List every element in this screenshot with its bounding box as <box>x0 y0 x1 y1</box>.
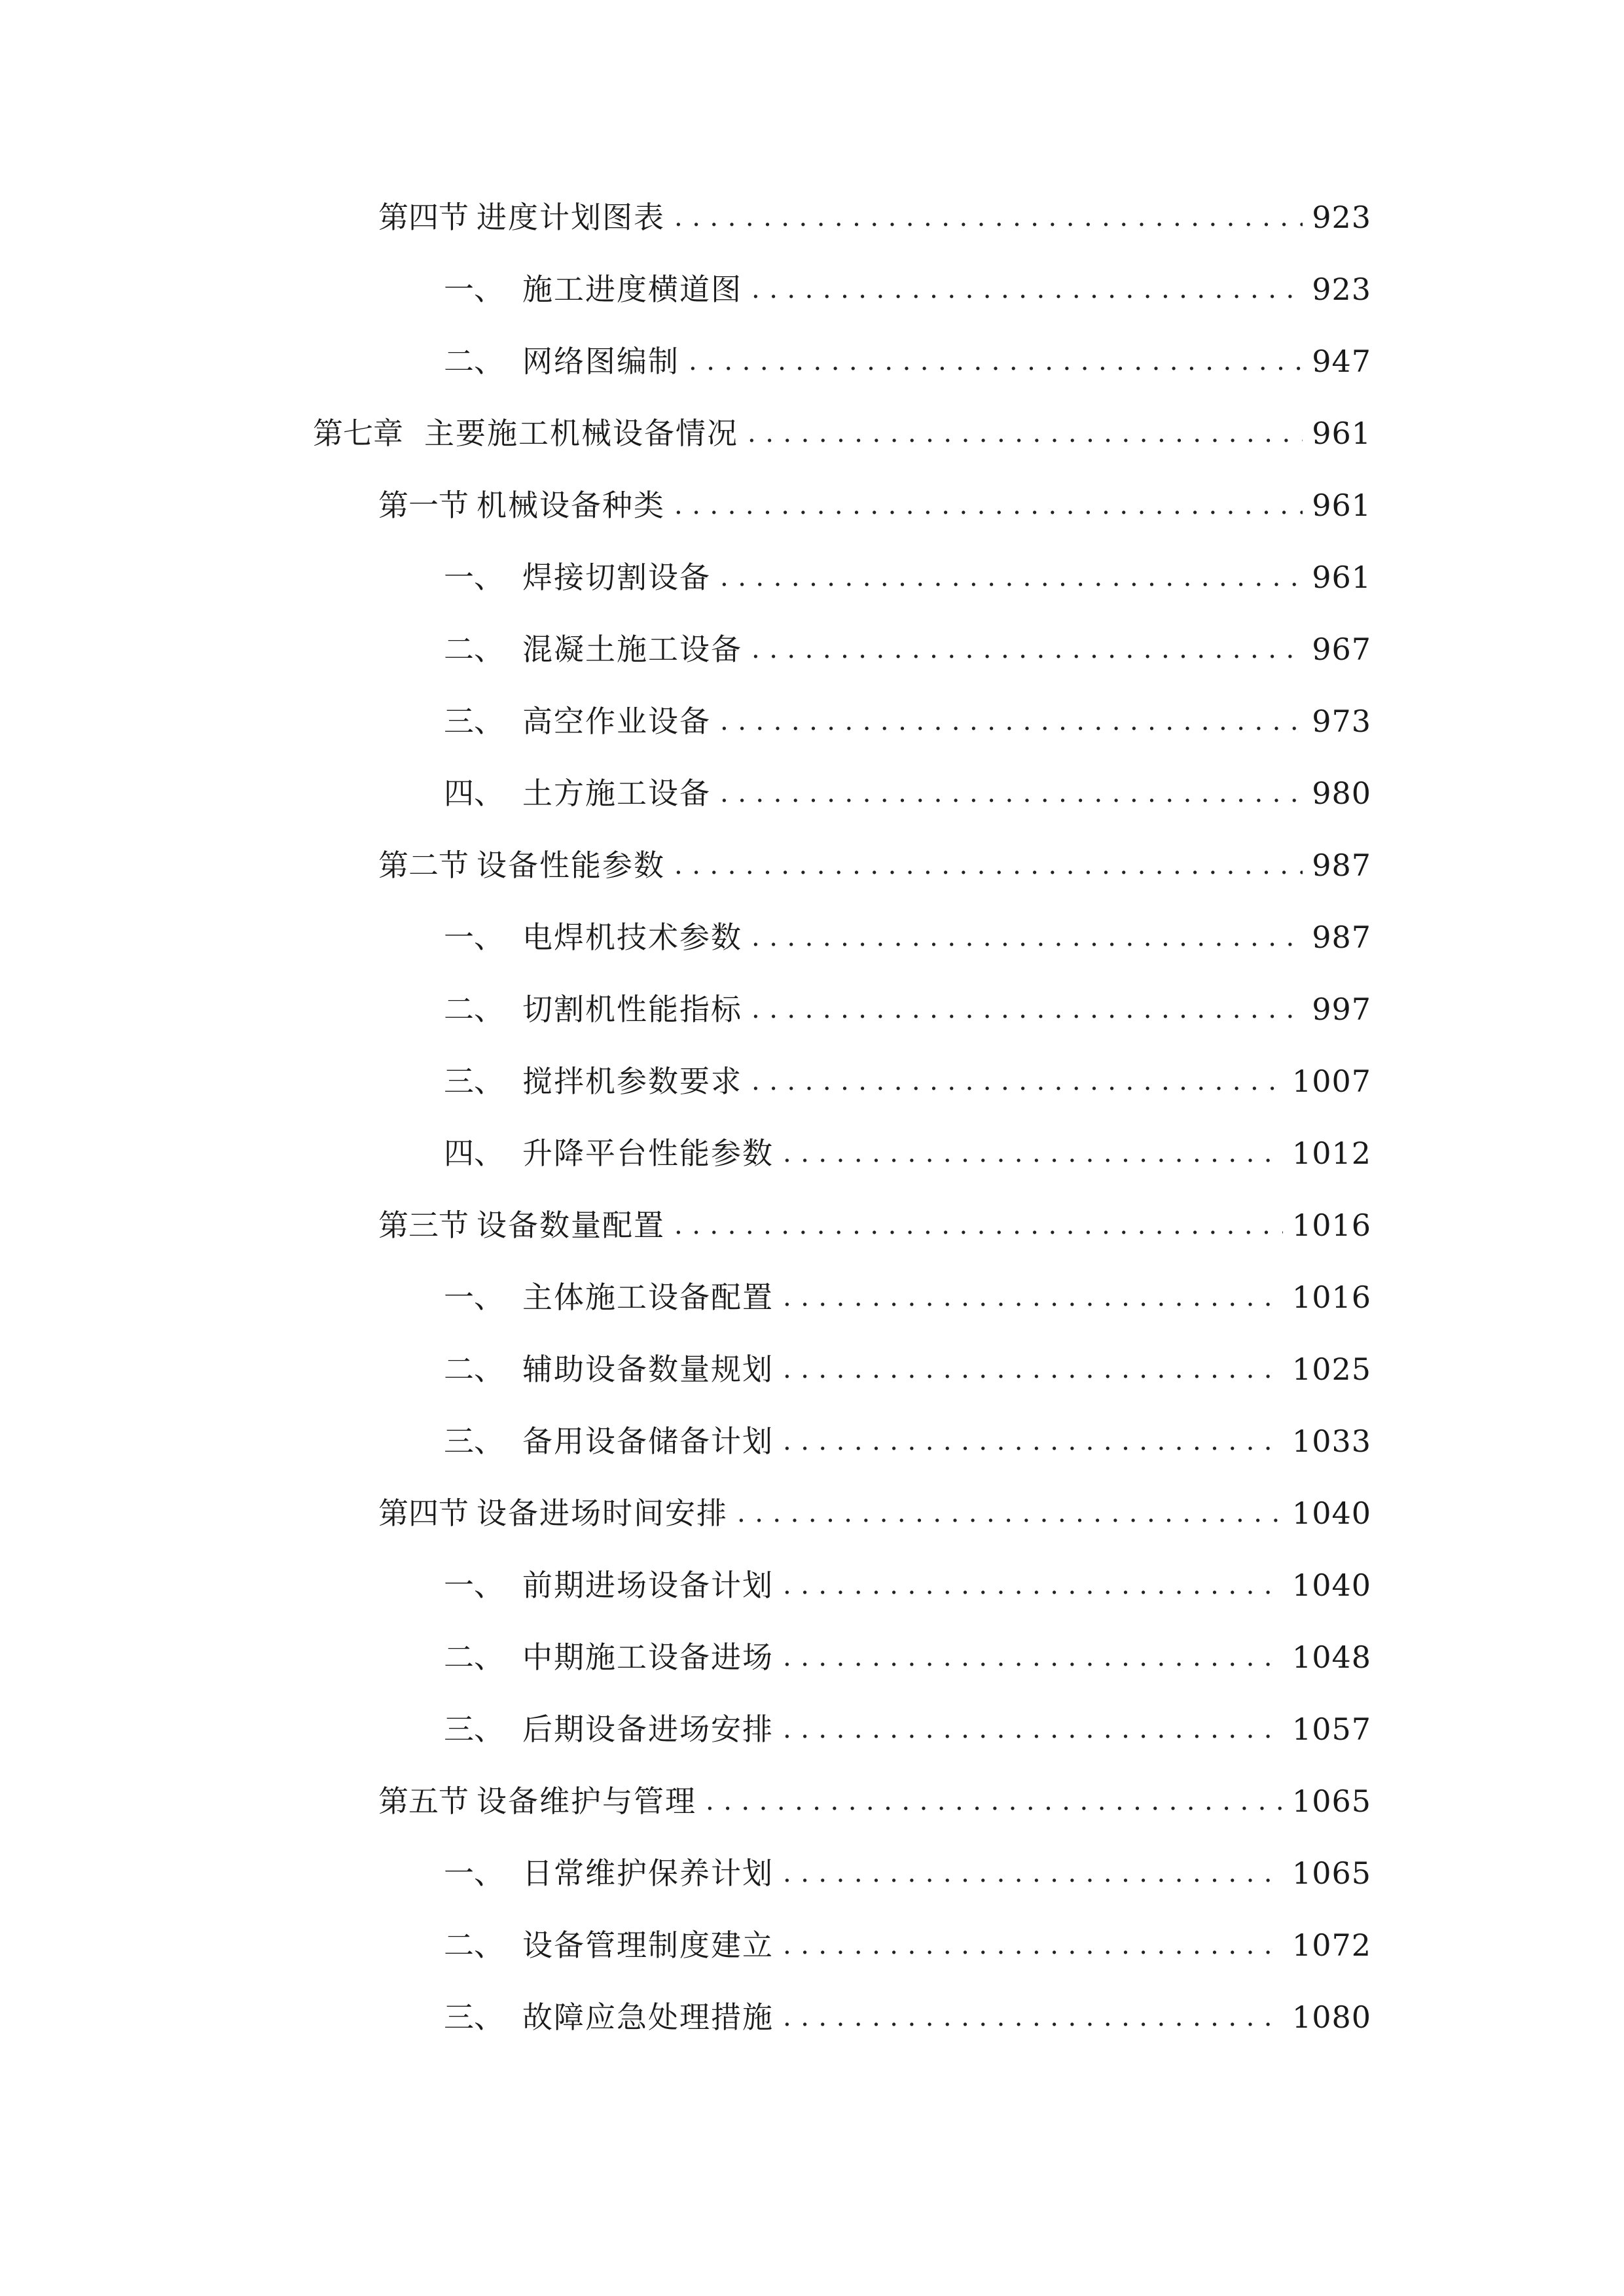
toc-entry-page: 1033 <box>1291 1424 1371 1459</box>
toc-entry-label: 二、 <box>444 344 504 379</box>
toc-dot-leader <box>783 1991 1283 2043</box>
toc-entry-title: 中期施工设备进场 <box>522 1640 774 1675</box>
toc-entry[interactable] <box>444 1847 1371 1899</box>
toc-entry-label: 一、 <box>444 1856 504 1891</box>
toc-entry-page: 1040 <box>1291 1568 1371 1603</box>
toc-entry-title: 搅拌机参数要求 <box>522 1064 742 1099</box>
toc-dot-leader <box>783 1343 1283 1395</box>
toc-entry-label: 二、 <box>444 1640 504 1675</box>
toc-entry-page: 1016 <box>1291 1280 1371 1315</box>
toc-dot-leader <box>751 263 1303 315</box>
toc-entry-label: 三、 <box>444 2000 504 2035</box>
toc-dot-leader <box>674 191 1303 243</box>
toc-entry-page: 961 <box>1312 560 1371 595</box>
toc-entry-page: 923 <box>1312 272 1371 307</box>
toc-entry-label: 第四节 <box>378 1496 469 1531</box>
toc-entry-title: 升降平台性能参数 <box>522 1136 774 1171</box>
toc-dot-leader <box>720 767 1303 819</box>
toc-entry[interactable] <box>378 191 1371 243</box>
toc-entry-page: 1065 <box>1291 1856 1371 1891</box>
toc-entry[interactable] <box>444 1055 1371 1107</box>
toc-entry-page: 1057 <box>1291 1712 1371 1747</box>
toc-dot-leader <box>751 623 1303 675</box>
toc-entry-title: 日常维护保养计划 <box>522 1856 774 1891</box>
toc-dot-leader <box>674 479 1303 531</box>
toc-entry-title: 混凝土施工设备 <box>522 632 742 667</box>
toc-entry-label: 第三节 <box>378 1208 469 1243</box>
toc-entry[interactable] <box>378 1487 1371 1539</box>
toc-entry[interactable] <box>444 695 1371 747</box>
toc-entry[interactable] <box>444 1127 1371 1179</box>
toc-entry-label: 三、 <box>444 1064 504 1099</box>
toc-entry-title: 电焊机技术参数 <box>522 920 742 955</box>
toc-entry[interactable] <box>444 335 1371 387</box>
toc-dot-leader <box>737 1487 1283 1539</box>
toc-entry-label: 第四节 <box>378 200 469 235</box>
toc-entry-title: 切割机性能指标 <box>522 992 742 1027</box>
toc-dot-leader <box>783 1271 1283 1323</box>
toc-entry-label: 三、 <box>444 1424 504 1459</box>
toc-entry-page: 1007 <box>1291 1064 1371 1099</box>
toc-entry-page: 923 <box>1312 200 1371 235</box>
toc-entry-title: 施工进度横道图 <box>522 272 742 307</box>
toc-dot-leader <box>783 1127 1283 1179</box>
toc-entry[interactable] <box>444 551 1371 603</box>
toc-dot-leader <box>720 551 1303 603</box>
toc-entry-title: 高空作业设备 <box>522 704 711 739</box>
toc-entry-page: 1016 <box>1291 1208 1371 1243</box>
toc-entry-title: 故障应急处理措施 <box>522 2000 774 2035</box>
toc-entry-title: 设备进场时间安排 <box>477 1496 728 1531</box>
toc-dot-leader <box>783 1415 1283 1467</box>
toc-entry[interactable] <box>444 1703 1371 1755</box>
toc-entry-chapter[interactable] <box>313 407 1371 459</box>
toc-entry[interactable] <box>444 983 1371 1035</box>
toc-entry-page: 973 <box>1312 704 1371 739</box>
toc-entry-page: 1065 <box>1291 1784 1371 1819</box>
toc-entry-label: 第一节 <box>378 488 469 523</box>
toc-entry-label: 一、 <box>444 1568 504 1603</box>
toc-entry-label: 四、 <box>444 776 504 811</box>
toc-entry-page: 947 <box>1312 344 1371 379</box>
toc-entry-page: 1025 <box>1291 1352 1371 1387</box>
toc-entry-page: 1080 <box>1291 2000 1371 2035</box>
toc-dot-leader <box>783 1631 1283 1683</box>
toc-entry-page: 987 <box>1312 848 1371 883</box>
toc-entry[interactable] <box>378 839 1371 891</box>
toc-entry[interactable] <box>444 1559 1371 1611</box>
toc-entry-label: 二、 <box>444 1928 504 1963</box>
toc-entry-label: 第七章 <box>313 416 403 451</box>
toc-entry-label: 一、 <box>444 560 504 595</box>
toc-entry[interactable] <box>444 1991 1371 2043</box>
toc-entry[interactable] <box>378 1775 1371 1827</box>
toc-entry-label: 第五节 <box>378 1784 469 1819</box>
toc-entry-page: 1048 <box>1291 1640 1371 1675</box>
toc-entry-label: 二、 <box>444 632 504 667</box>
toc-dot-leader <box>674 1199 1283 1251</box>
toc-dot-leader <box>783 1559 1283 1611</box>
toc-entry[interactable] <box>444 1631 1371 1683</box>
toc-entry-page: 987 <box>1312 920 1371 955</box>
toc-entry[interactable] <box>378 1199 1371 1251</box>
toc-entry[interactable] <box>444 1415 1371 1467</box>
toc-entry-title: 主要施工机械设备情况 <box>424 416 738 451</box>
toc-entry-label: 第二节 <box>378 848 469 883</box>
toc-entry-label: 三、 <box>444 1712 504 1747</box>
toc-entry-title: 辅助设备数量规划 <box>522 1352 774 1387</box>
toc-entry-title: 主体施工设备配置 <box>522 1280 774 1315</box>
toc-dot-leader <box>689 335 1303 387</box>
toc-dot-leader <box>783 1847 1283 1899</box>
toc-entry[interactable] <box>444 623 1371 675</box>
toc-entry[interactable] <box>444 911 1371 963</box>
toc-entry[interactable] <box>444 767 1371 819</box>
toc-dot-leader <box>783 1919 1283 1971</box>
toc-entry-label: 一、 <box>444 920 504 955</box>
toc-entry-page: 980 <box>1312 776 1371 811</box>
toc-entry-title: 机械设备种类 <box>477 488 665 523</box>
toc-entry-title: 后期设备进场安排 <box>522 1712 774 1747</box>
toc-entry-page: 997 <box>1312 992 1371 1027</box>
toc-entry-page: 1040 <box>1291 1496 1371 1531</box>
toc-dot-leader <box>674 839 1303 891</box>
toc-entry-title: 设备数量配置 <box>477 1208 665 1243</box>
toc-dot-leader <box>751 911 1303 963</box>
toc-entry-label: 四、 <box>444 1136 504 1171</box>
toc-dot-leader <box>783 1703 1283 1755</box>
toc-entry[interactable] <box>444 1271 1371 1323</box>
toc-entry-title: 焊接切割设备 <box>522 560 711 595</box>
toc-dot-leader <box>751 1055 1283 1107</box>
toc-entry-page: 1012 <box>1291 1136 1371 1171</box>
toc-entry[interactable] <box>444 1343 1371 1395</box>
toc-entry-title: 备用设备储备计划 <box>522 1424 774 1459</box>
toc-entry-title: 前期进场设备计划 <box>522 1568 774 1603</box>
toc-entry-page: 1072 <box>1291 1928 1371 1963</box>
toc-entry-label: 一、 <box>444 1280 504 1315</box>
toc-dot-leader <box>751 983 1303 1035</box>
toc-entry-title: 设备性能参数 <box>477 848 665 883</box>
toc-entry-label: 三、 <box>444 704 504 739</box>
toc-entry-title: 土方施工设备 <box>522 776 711 811</box>
toc-dot-leader <box>748 407 1303 459</box>
toc-entry-label: 二、 <box>444 992 504 1027</box>
toc-entry[interactable] <box>444 263 1371 315</box>
toc-entry-title: 网络图编制 <box>522 344 679 379</box>
toc-dot-leader <box>720 695 1303 747</box>
toc-entry-title: 进度计划图表 <box>477 200 665 235</box>
toc-entry-title: 设备维护与管理 <box>477 1784 696 1819</box>
toc-entry-page: 961 <box>1312 488 1371 523</box>
toc-entry-page: 961 <box>1312 416 1371 451</box>
toc-entry[interactable] <box>444 1919 1371 1971</box>
toc-entry[interactable] <box>378 479 1371 531</box>
toc-entry-title: 设备管理制度建立 <box>522 1928 774 1963</box>
toc-dot-leader <box>706 1775 1283 1827</box>
toc-entry-label: 一、 <box>444 272 504 307</box>
toc-entry-page: 967 <box>1312 632 1371 667</box>
toc-entry-label: 二、 <box>444 1352 504 1387</box>
